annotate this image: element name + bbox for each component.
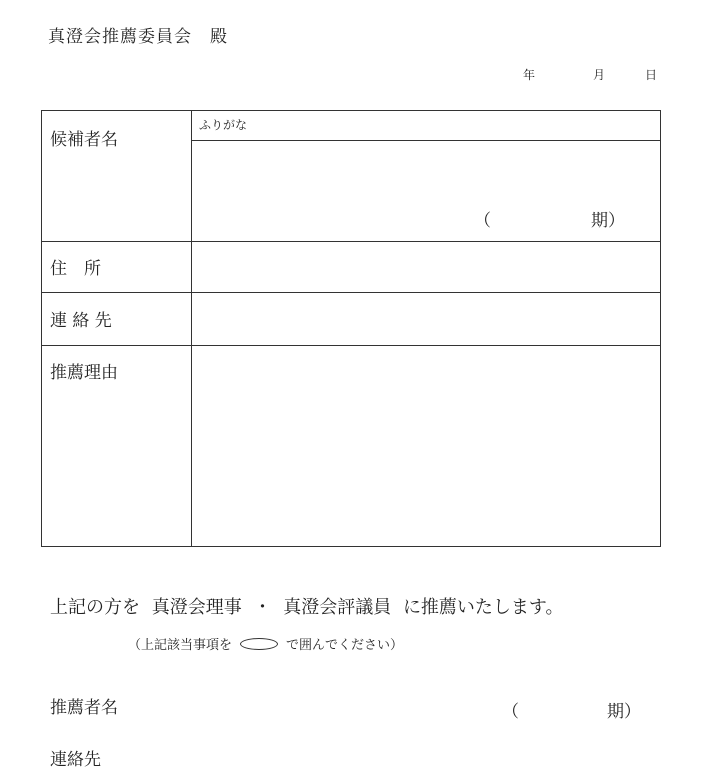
oval-icon: [240, 638, 278, 650]
recommender-name-label: 推薦者名: [50, 698, 118, 718]
instruction-note: [128, 634, 403, 653]
candidate-name-field[interactable]: [192, 141, 660, 241]
date-year: 年: [523, 68, 536, 82]
note-before: （上記該当事項を: [128, 638, 233, 653]
recommendation-statement: [50, 593, 570, 619]
recommender-period-open: （: [502, 702, 519, 722]
date-day: 日: [645, 68, 658, 82]
furigana-label: ふりがな: [199, 118, 248, 132]
candidate-name-label: 候補者名: [50, 130, 118, 150]
reason-field[interactable]: [192, 346, 660, 546]
candidate-period-unit: 期）: [591, 211, 625, 231]
statement-suffix: に推薦いたします。: [402, 597, 564, 618]
option-separator: ・: [253, 597, 272, 618]
recommender-period-unit: 期）: [607, 702, 641, 722]
addressee: 真澄会推薦委員会 殿: [48, 27, 228, 47]
note-after: で囲んでください）: [286, 638, 404, 653]
candidate-period-open: （: [474, 211, 491, 231]
recommender-contact-label: 連絡先: [50, 750, 101, 770]
option-councilor[interactable]: 真澄会評議員: [283, 597, 392, 618]
recommendation-form-table: [41, 110, 661, 547]
address-label: 住 所: [50, 259, 101, 279]
reason-label: 推薦理由: [50, 363, 118, 383]
recommender-contact-field[interactable]: [120, 742, 660, 772]
date-month: 月: [593, 68, 606, 82]
contact-label: 連 絡 先: [50, 311, 112, 331]
address-field[interactable]: [192, 242, 660, 292]
contact-field[interactable]: [192, 293, 660, 345]
statement-prefix: 上記の方を: [50, 597, 140, 618]
recommender-name-field[interactable]: [130, 690, 500, 720]
option-director[interactable]: 真澄会理事: [151, 597, 242, 618]
